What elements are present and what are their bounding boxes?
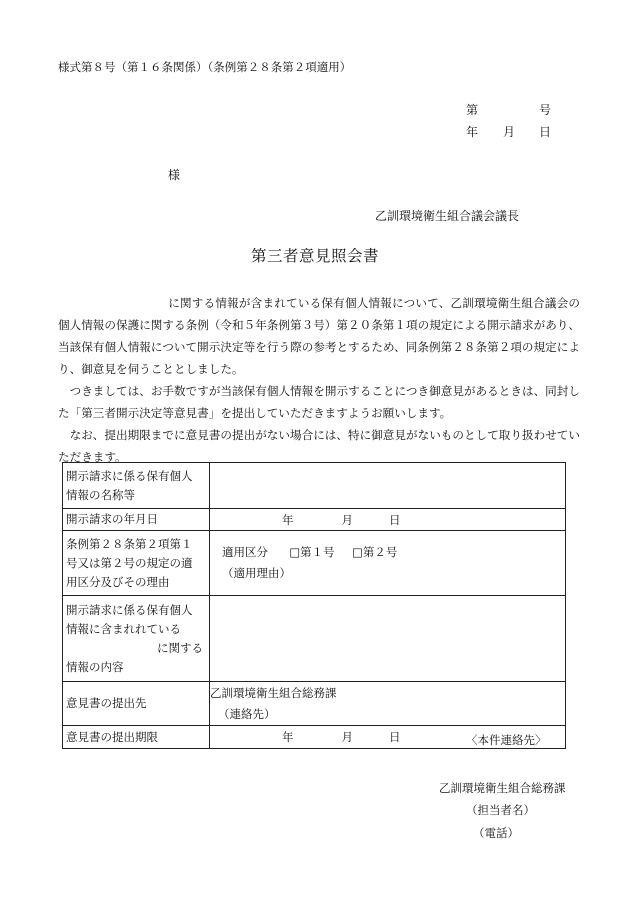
- option-item-1-checkbox[interactable]: □第１号: [289, 545, 335, 559]
- sender-name: 乙訓環境衛生組合議会議長: [375, 209, 520, 223]
- issue-date-month: 月: [503, 125, 516, 139]
- form-number: 様式第８号（第１６条関係）（条例第２８条第２項適用）: [58, 60, 352, 74]
- paragraph-1: [58, 292, 580, 380]
- category-label: 適用区分: [222, 545, 268, 559]
- paragraph-3: なお、提出期限までに意見書の提出がない場合には、特に御意見がないものとして取り扱わせていただきます。: [58, 428, 580, 464]
- table-row: [63, 596, 566, 682]
- paragraph-1-rest: 会の個人情報の保護に関する条例（令和５年条例第３号）第２０条第１項の規定による開示請求があり、当該保有個人情報について開示決定等を行う際の参考とするため、同条例第２８条第２項の規定により、御意見を伺うこととしました。: [58, 296, 580, 376]
- table-row: [63, 682, 566, 726]
- table-value-submission-destination: 乙訓環境衛生組合総務課 （連絡先）: [210, 682, 566, 726]
- contact-heading: 〈本件連絡先〉: [466, 733, 547, 747]
- issue-date-day: 日: [539, 125, 552, 139]
- document-title: 第三者意見照会書: [250, 247, 379, 265]
- body-text: [58, 292, 580, 468]
- table-value-application-category: [210, 531, 566, 596]
- table-value-record-name: [210, 463, 566, 509]
- table-label-application-category: 条例第２８条第２項第１ 号又は第２号の規定の適 用区分及びその理由: [63, 531, 210, 596]
- addressee-suffix: 様: [168, 168, 181, 182]
- table-row: [63, 509, 566, 531]
- document-number-suffix: 号: [539, 103, 552, 117]
- contact-department: 乙訓環境衛生組合総務課: [439, 781, 566, 795]
- table-label-information-content: 開示請求に係る保有個人 情報に含まれれている に関する 情報の内容: [63, 596, 210, 682]
- table-row: [63, 531, 566, 596]
- table-label-request-date: 開示請求の年月日: [63, 509, 210, 531]
- issue-date-year: 年: [466, 125, 479, 139]
- table-label-submission-deadline: 意見書の提出期限: [63, 726, 210, 749]
- document-number-prefix: 第: [466, 103, 479, 117]
- paragraph-1-lead: に関する情報が含まれている保有個人情報について、乙訓環境衛生組合議: [168, 296, 557, 310]
- table-value-information-content: [210, 596, 566, 682]
- contact-phone: （電話）: [473, 826, 519, 840]
- application-reason: （適用理由）: [222, 566, 291, 580]
- info-table: [62, 462, 566, 749]
- table-label-submission-destination: 意見書の提出先: [63, 682, 210, 726]
- table-value-request-date: 年 月 日: [210, 509, 566, 531]
- table-value-submission-deadline: 年 月 日: [210, 726, 566, 749]
- table-label-record-name: 開示請求に係る保有個人 情報の名称等: [63, 463, 210, 509]
- contact-person: （担当者名）: [466, 803, 535, 817]
- table-row: [63, 463, 566, 509]
- paragraph-2: つきましては、お手数ですが当該保有個人情報を開示することにつき御意見があるときは、同封した「第三者開示決定等意見書」を提出していただきますようお願いします。: [58, 384, 580, 420]
- option-item-2-checkbox[interactable]: □第２号: [352, 545, 398, 559]
